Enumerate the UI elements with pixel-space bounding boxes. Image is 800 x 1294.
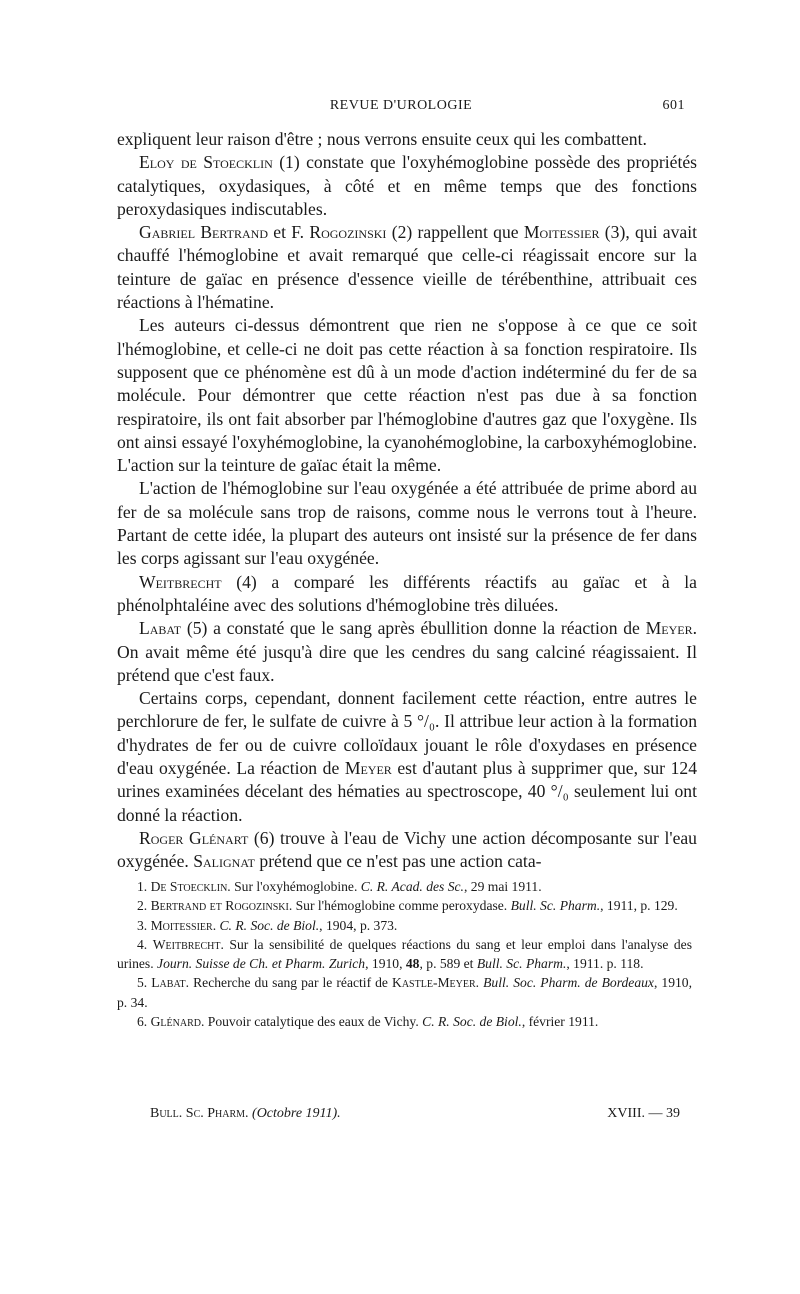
footnote-number: 1. [137, 879, 151, 894]
text-fragment: , 1911, p. 129. [600, 898, 678, 914]
text-fragment: . [475, 975, 484, 991]
text-fragment: Certains corps, cependant, donnent facilement cette réaction, entre autres le perchlorure de fer, le sulfate de cuivre à 5 °/₀. Il attribue leur action à la formation d'hydrates de fer ou de cuivre colloïdaux jouant le rôle d'oxydases en présence d'eau oxygénée. La réaction de [117, 688, 697, 779]
text-fragment: trouve à l'eau de Vichy une action décomposante sur l'eau oxygénée. [117, 827, 697, 872]
footnote-5 [117, 973, 692, 1012]
text-fragment: , qui avait chauffé l'hémoglobine et avait remarqué que celle-ci réagissait encore sur la teinture de gaïac en présence d'essence vieille de térébenthine, attribuait ces réactions à l'hématine. [117, 222, 697, 313]
footnote-author: Bertrand et Rogozinski [150, 898, 289, 914]
journal-name: C. R. Acad. des Sc. [360, 879, 464, 894]
text-fragment: . Sur l'hémoglobine comme peroxydase. [288, 898, 511, 914]
footer-journal: Bull. Sc. Pharm. [150, 1106, 249, 1121]
text-fragment: , février 1911. [521, 1014, 599, 1030]
footnote-6 [117, 1012, 692, 1031]
paragraph-2-text: constate que l'oxyhémoglobine possède des propriétés catalytiques, oxydasiques, à côté et en même temps que des fonctions peroxydasiques indiscutables. [117, 152, 697, 219]
text-fragment: , 29 mai 1911. [463, 879, 542, 894]
text-fragment: , 1910, [365, 956, 406, 972]
author-name: Eloy de Stoecklin [139, 152, 273, 173]
text-fragment: prétend que ce n'est pas une action cata- [255, 851, 542, 872]
journal-name: Bull. Sc. Pharm. [510, 898, 601, 914]
paragraph-1 [117, 128, 697, 151]
paragraph-5-text: L'action de l'hémoglobine sur l'eau oxygénée a été attribuée de prime abord au fer de sa molécule sans trop de raisons, comme nous le verrons tout à l'heure. Partant de cette idée, la plupart des auteurs ont insisté sur la présence de fer dans les corps agissant sur l'eau oxygénée. [117, 478, 697, 569]
text-fragment: a comparé les différents réactifs au gaïac et à la phénolphtaléine avec des solutions d'hémoglobine très diluées. [117, 571, 697, 615]
text-fragment: , p. 589 et [419, 956, 477, 972]
footnote-ref: (6) [248, 827, 275, 848]
author-name: Meyer [645, 618, 693, 639]
paragraph-6 [117, 571, 697, 618]
text-fragment: et F. [268, 222, 310, 243]
paragraph-1-text: expliquent leur raison d'être ; nous verrons ensuite ceux qui les combattent. [117, 129, 647, 149]
running-header [117, 98, 685, 120]
footnotes [117, 877, 692, 1031]
running-title: REVUE D'UROLOGIE [329, 98, 473, 113]
footnote-ref: (2) [386, 222, 413, 243]
body-text [117, 128, 697, 874]
footnote-ref: (5) [181, 618, 208, 639]
footnote-author: Moitessier [150, 917, 213, 933]
paragraph-4-text: Les auteurs ci-dessus démontrent que rien ne s'oppose à ce que ce soit l'hémoglobine, et celle-ci ne doit pas cette réaction à sa fonction respiratoire. Ils supposent que ce phénomène est dû à un mode d'action indéterminé du fer de sa molécule. Pour démontrer que cette réaction n'est pas due à sa fonction respiratoire, ils ont fait absorber par l'hémoglobine d'autres gaz que l'oxygène. Ils ont ainsi essayé l'oxyhémoglobine, la cyanohémoglobine, la carboxyhémoglobine. L'action sur la teinture de gaïac était la même. [117, 315, 697, 476]
paragraph-8 [117, 687, 697, 827]
author-name: Moitessier [523, 222, 600, 243]
footnote-3 [117, 916, 692, 935]
author-name: Meyer [344, 758, 392, 779]
footnote-4 [117, 935, 692, 974]
text-fragment: rappellent que [412, 222, 524, 243]
text-fragment: . Pouvoir catalytique des eaux de Vichy. [200, 1014, 423, 1030]
volume-number: 48 [405, 956, 420, 972]
journal-name: C. R. Soc. de Biol. [219, 917, 320, 933]
footnote-author: De Stoecklin [150, 879, 228, 894]
text-fragment: . Recherche du sang par le réactif de [185, 975, 393, 991]
journal-name: Bull. Sc. Pharm. [476, 956, 567, 972]
footnote-author: Weitbrecht [152, 936, 221, 952]
footer-journal-info [150, 1106, 341, 1122]
text-fragment: , 1910, p. 34. [117, 975, 692, 1010]
text-fragment: . [212, 917, 220, 933]
author-name: Salignat [193, 851, 255, 872]
footnote-number: 4. [137, 936, 153, 952]
paragraph-5 [117, 477, 697, 570]
footnote-1 [117, 877, 692, 896]
text-fragment: , 1911. p. 118. [566, 956, 644, 972]
footnote-number: 3. [137, 917, 151, 933]
paragraph-2 [117, 151, 697, 221]
author-name: Rogozinski [309, 222, 387, 243]
text-fragment: . Sur la sensibilité de quelques réactions du sang et leur emploi dans l'analyse des urines. [117, 936, 693, 972]
text-fragment: est d'autant plus à supprimer que, sur 124 urines examinées décelant des hématies au spectroscope, 40 °/₀ seulement lui ont donné la réaction. [117, 758, 697, 825]
footnote-number: 5. [137, 975, 152, 991]
text-fragment: . Sur l'oxyhémoglobine. [227, 879, 361, 894]
author-name: Gabriel Bertrand [139, 222, 269, 243]
text-fragment: a constaté que le sang après ébullition donne la réaction de [207, 618, 646, 639]
footnote-ref: (4) [221, 571, 257, 592]
paragraph-7 [117, 617, 697, 687]
page-footer [150, 1106, 680, 1126]
footer-date: (Octobre 1911). [252, 1106, 341, 1121]
journal-name: Bull. Soc. Pharm. de Bordeaux [483, 975, 654, 991]
footnote-author: Labat [151, 975, 186, 991]
footnote-2 [117, 896, 692, 915]
footnote-author: Glénard [150, 1014, 201, 1030]
page-number: 601 [662, 98, 685, 113]
text-fragment: . On avait même été jusqu'à dire que les cendres du sang calciné réagissaient. Il prétend que c'est faux. [117, 618, 697, 685]
footnote-number: 2. [137, 898, 151, 914]
footnote-author: Kastle-Meyer [392, 975, 476, 991]
footnote-ref: (1) [279, 152, 300, 173]
author-name: Labat [139, 618, 182, 639]
printer-signature: XVIII. — 39 [607, 1106, 680, 1121]
paragraph-3 [117, 221, 697, 314]
author-name: Roger Glénart [139, 827, 249, 848]
paragraph-9 [117, 827, 697, 874]
author-name: Weitbrecht [139, 571, 222, 592]
footnote-number: 6. [137, 1014, 151, 1030]
journal-name: Journ. Suisse de Ch. et Pharm. Zurich [157, 956, 366, 972]
paragraph-4 [117, 314, 697, 477]
footnote-ref: (3) [599, 222, 626, 243]
journal-name: C. R. Soc. de Biol. [422, 1014, 522, 1030]
text-fragment: , 1904, p. 373. [319, 917, 398, 933]
